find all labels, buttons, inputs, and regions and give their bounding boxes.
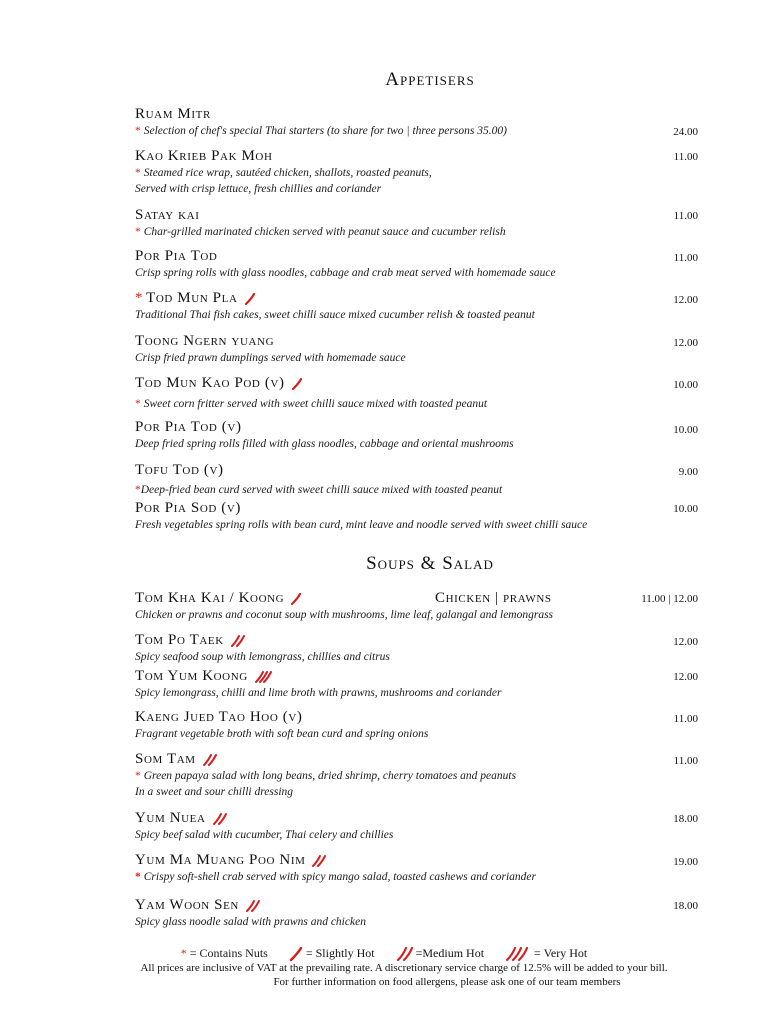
- item-price: 10.00: [673, 379, 698, 391]
- chilli-icon: [311, 855, 327, 867]
- item-name: Tofu Tod (v): [135, 462, 224, 478]
- item-description: * Green papaya salad with long beans, dried shrimp, cherry tomatoes and peanuts: [135, 770, 517, 782]
- item-name: Tom Kha Kai / Koong: [135, 590, 675, 607]
- item-description: Chicken or prawns and coconut soup with mushrooms, lime leaf, galangal and lemongrass: [135, 609, 554, 621]
- item-description: Spicy seafood soup with lemongrass, chillies and citrus: [135, 651, 390, 663]
- item-description: Crisp fried prawn dumplings served with homemade sauce: [135, 352, 406, 364]
- chilli-icon: [254, 671, 274, 683]
- legend-very-hot: = Very Hot: [499, 946, 587, 960]
- item-description: Crisp spring rolls with glass noodles, cabbage and crab meat served with homemade sauce: [135, 267, 556, 279]
- menu-item-tom-po-taek: [135, 632, 675, 665]
- chilli-icon: [230, 635, 246, 647]
- item-price: 18.00: [673, 813, 698, 825]
- item-description: Spicy lemongrass, chilli and lime broth with prawns, mushrooms and coriander: [135, 687, 502, 699]
- chilli-icon: [244, 293, 256, 305]
- item-price: 9.00: [678, 466, 698, 478]
- item-price: 10.00: [673, 503, 698, 515]
- legend-medium-hot: =Medium Hot: [390, 946, 484, 960]
- menu-item-tom-kha-kai: [135, 590, 675, 623]
- item-name: Yam Woon Sen: [135, 897, 675, 914]
- menu-item-tod-mun-kao-pod: [135, 375, 675, 412]
- item-name: Yum Ma Muang Poo Nim: [135, 852, 675, 869]
- item-name: Yum Nuea: [135, 810, 675, 827]
- item-name: Kao Krieb Pak Moh: [135, 148, 273, 164]
- item-name: * Tod Mun Pla: [135, 290, 675, 307]
- legend-slightly-hot: = Slightly Hot: [283, 946, 375, 960]
- item-name: Kaeng Jued Tao Hoo (v): [135, 709, 303, 725]
- menu-item-ruam-mitr: [135, 106, 675, 139]
- item-variant: Chicken | prawns: [435, 590, 552, 606]
- chilli-icon: [290, 593, 302, 605]
- spice-legend: [0, 946, 768, 961]
- menu-item-tod-mun-pla: [135, 290, 675, 323]
- item-name: Por Pia Tod: [135, 248, 218, 264]
- chilli-icon: [291, 378, 303, 390]
- item-description: * Char-grilled marinated chicken served with peanut sauce and cucumber relish: [135, 226, 506, 238]
- item-price: 19.00: [673, 856, 698, 868]
- nuts-marker: *: [135, 398, 141, 410]
- item-description-line2: In a sweet and sour chilli dressing: [135, 786, 294, 798]
- menu-item-yum-ma-muang-poo-nim: [135, 852, 675, 885]
- nuts-marker: *: [135, 871, 141, 883]
- item-price: 11.00: [673, 252, 698, 264]
- section-title-soups-salad: Soups & Salad: [366, 553, 494, 574]
- nuts-marker: *: [135, 226, 141, 238]
- chilli-icon: [245, 900, 261, 912]
- chilli-icon: [505, 947, 531, 961]
- item-price: 11.00: [673, 755, 698, 767]
- nuts-marker: *: [135, 290, 144, 306]
- chilli-icon: [289, 947, 303, 961]
- menu-item-por-pia-sod: [135, 500, 675, 533]
- item-price: 18.00: [673, 900, 698, 912]
- section-title-appetisers: Appetisers: [385, 69, 475, 90]
- item-description: Traditional Thai fish cakes, sweet chilli sauce mixed cucumber relish & toasted peanut: [135, 309, 535, 321]
- allergen-notice: For further information on food allergens, please ask one of our team members: [273, 976, 621, 988]
- menu-item-kaeng-jued-tao-hoo: [135, 709, 675, 742]
- item-description: Fresh vegetables spring rolls with bean curd, mint leave and noodle served with sweet chilli sauce: [135, 519, 588, 531]
- item-price: 24.00: [673, 126, 698, 138]
- item-price: 10.00: [673, 424, 698, 436]
- item-description: * Sweet corn fritter served with sweet chilli sauce mixed with toasted peanut: [135, 398, 488, 410]
- item-price: 12.00: [673, 337, 698, 349]
- chilli-icon: [396, 947, 416, 961]
- item-description: *Deep-fried bean curd served with sweet chilli sauce mixed with toasted peanut: [135, 484, 503, 496]
- item-price: 11.00 | 12.00: [641, 593, 698, 605]
- item-price: 12.00: [673, 671, 698, 683]
- item-name: Toong Ngern yuang: [135, 333, 275, 349]
- menu-item-tom-yum-koong: [135, 668, 675, 701]
- item-price: 12.00: [673, 294, 698, 306]
- menu-item-yam-woon-sen: [135, 897, 675, 930]
- item-description: * Selection of chef's special Thai starters (to share for two | three persons 35.00): [135, 125, 507, 137]
- chilli-icon: [212, 813, 228, 825]
- item-price: 12.00: [673, 636, 698, 648]
- item-name: Tod Mun Kao Pod (v): [135, 375, 675, 392]
- chilli-icon: [202, 754, 218, 766]
- nuts-marker: *: [135, 770, 141, 782]
- nuts-marker: *: [135, 484, 141, 496]
- item-description: Spicy beef salad with cucumber, Thai celery and chillies: [135, 829, 394, 841]
- item-description-line2: Served with crisp lettuce, fresh chillies and coriander: [135, 183, 382, 195]
- item-name: Satay kai: [135, 207, 200, 223]
- item-description: Deep fried spring rolls filled with glass noodles, cabbage and oriental mushrooms: [135, 438, 514, 450]
- item-price: 11.00: [673, 151, 698, 163]
- item-description: Fragrant vegetable broth with soft bean curd and spring onions: [135, 728, 429, 740]
- nuts-marker: *: [135, 125, 141, 137]
- menu-item-por-pia-tod-v: [135, 419, 675, 452]
- item-name: Ruam Mitr: [135, 106, 211, 122]
- item-name: Tom Po Taek: [135, 632, 675, 649]
- item-name: Tom Yum Koong: [135, 668, 675, 685]
- item-price: 11.00: [673, 210, 698, 222]
- menu-item-kao-krieb-pak-moh: [135, 148, 675, 197]
- vat-notice: All prices are inclusive of VAT at the prevailing rate. A discretionary service charge of 12.5% will be added to your bill.: [140, 962, 668, 974]
- menu-item-som-tam: [135, 751, 675, 800]
- menu-item-tofu-tod: [135, 462, 675, 498]
- item-name: Por Pia Sod (v): [135, 500, 241, 516]
- item-description: Spicy glass noodle salad with prawns and chicken: [135, 916, 366, 928]
- legend-nuts: * = Contains Nuts: [180, 946, 268, 960]
- item-description: * Crispy soft-shell crab served with spicy mango salad, toasted cashews and coriander: [135, 871, 536, 883]
- menu-item-satay-kai: [135, 207, 675, 240]
- menu-item-por-pia-tod: [135, 248, 675, 281]
- item-name: Som Tam: [135, 751, 675, 768]
- item-description: * Steamed rice wrap, sautéed chicken, shallots, roasted peanuts,: [135, 167, 432, 179]
- nuts-marker: *: [135, 167, 141, 179]
- item-price: 11.00: [673, 713, 698, 725]
- item-name: Por Pia Tod (v): [135, 419, 242, 435]
- menu-item-toong-ngern-yuang: [135, 333, 675, 366]
- menu-item-yum-nuea: [135, 810, 675, 843]
